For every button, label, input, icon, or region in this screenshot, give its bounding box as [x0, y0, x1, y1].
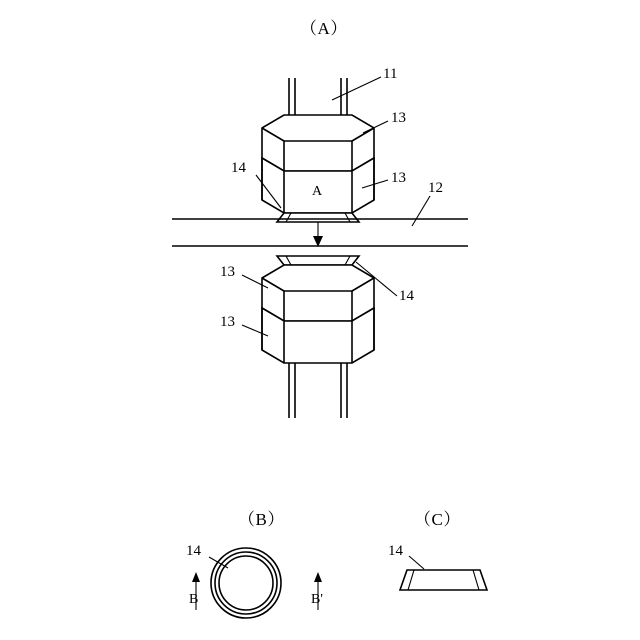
- section-marker-b-prime: B': [311, 592, 323, 607]
- bolt-shaft-upper: [289, 78, 347, 120]
- section-marker-b: B: [189, 592, 199, 607]
- figure-c-title: （C）: [414, 510, 461, 529]
- section-marker-a: A: [312, 184, 323, 199]
- washer-upper: [277, 213, 359, 222]
- ref-num-13-upper-right: 13: [391, 110, 406, 126]
- ref-num-14-top: 14: [231, 160, 246, 176]
- ref-num-13-lower-left: 13: [220, 314, 235, 330]
- ref-num-14-bottom: 14: [399, 288, 414, 304]
- ref-num-14-figure-c: 14: [388, 543, 403, 559]
- figure-a-title: （A）: [300, 19, 348, 38]
- ref-num-13-lower-right: 13: [391, 170, 406, 186]
- ref-num-11: 11: [383, 66, 398, 82]
- washer-plan-view: [211, 548, 281, 618]
- nut-lower-top: [262, 265, 374, 321]
- assembly-arrow: [313, 222, 323, 247]
- ref-num-13-upper-left: 13: [220, 264, 235, 280]
- bolt-shaft-lower: [289, 363, 347, 418]
- leader-line-figure-c: [409, 556, 424, 569]
- ref-num-12: 12: [428, 180, 443, 196]
- leader-line-figure-b: [209, 557, 228, 568]
- figure-b-title: （B）: [238, 510, 285, 529]
- nut-upper-top: [262, 115, 374, 171]
- washer-lower: [277, 256, 359, 265]
- washer-section-view: [400, 570, 487, 590]
- ref-num-14-figure-b: 14: [186, 543, 201, 559]
